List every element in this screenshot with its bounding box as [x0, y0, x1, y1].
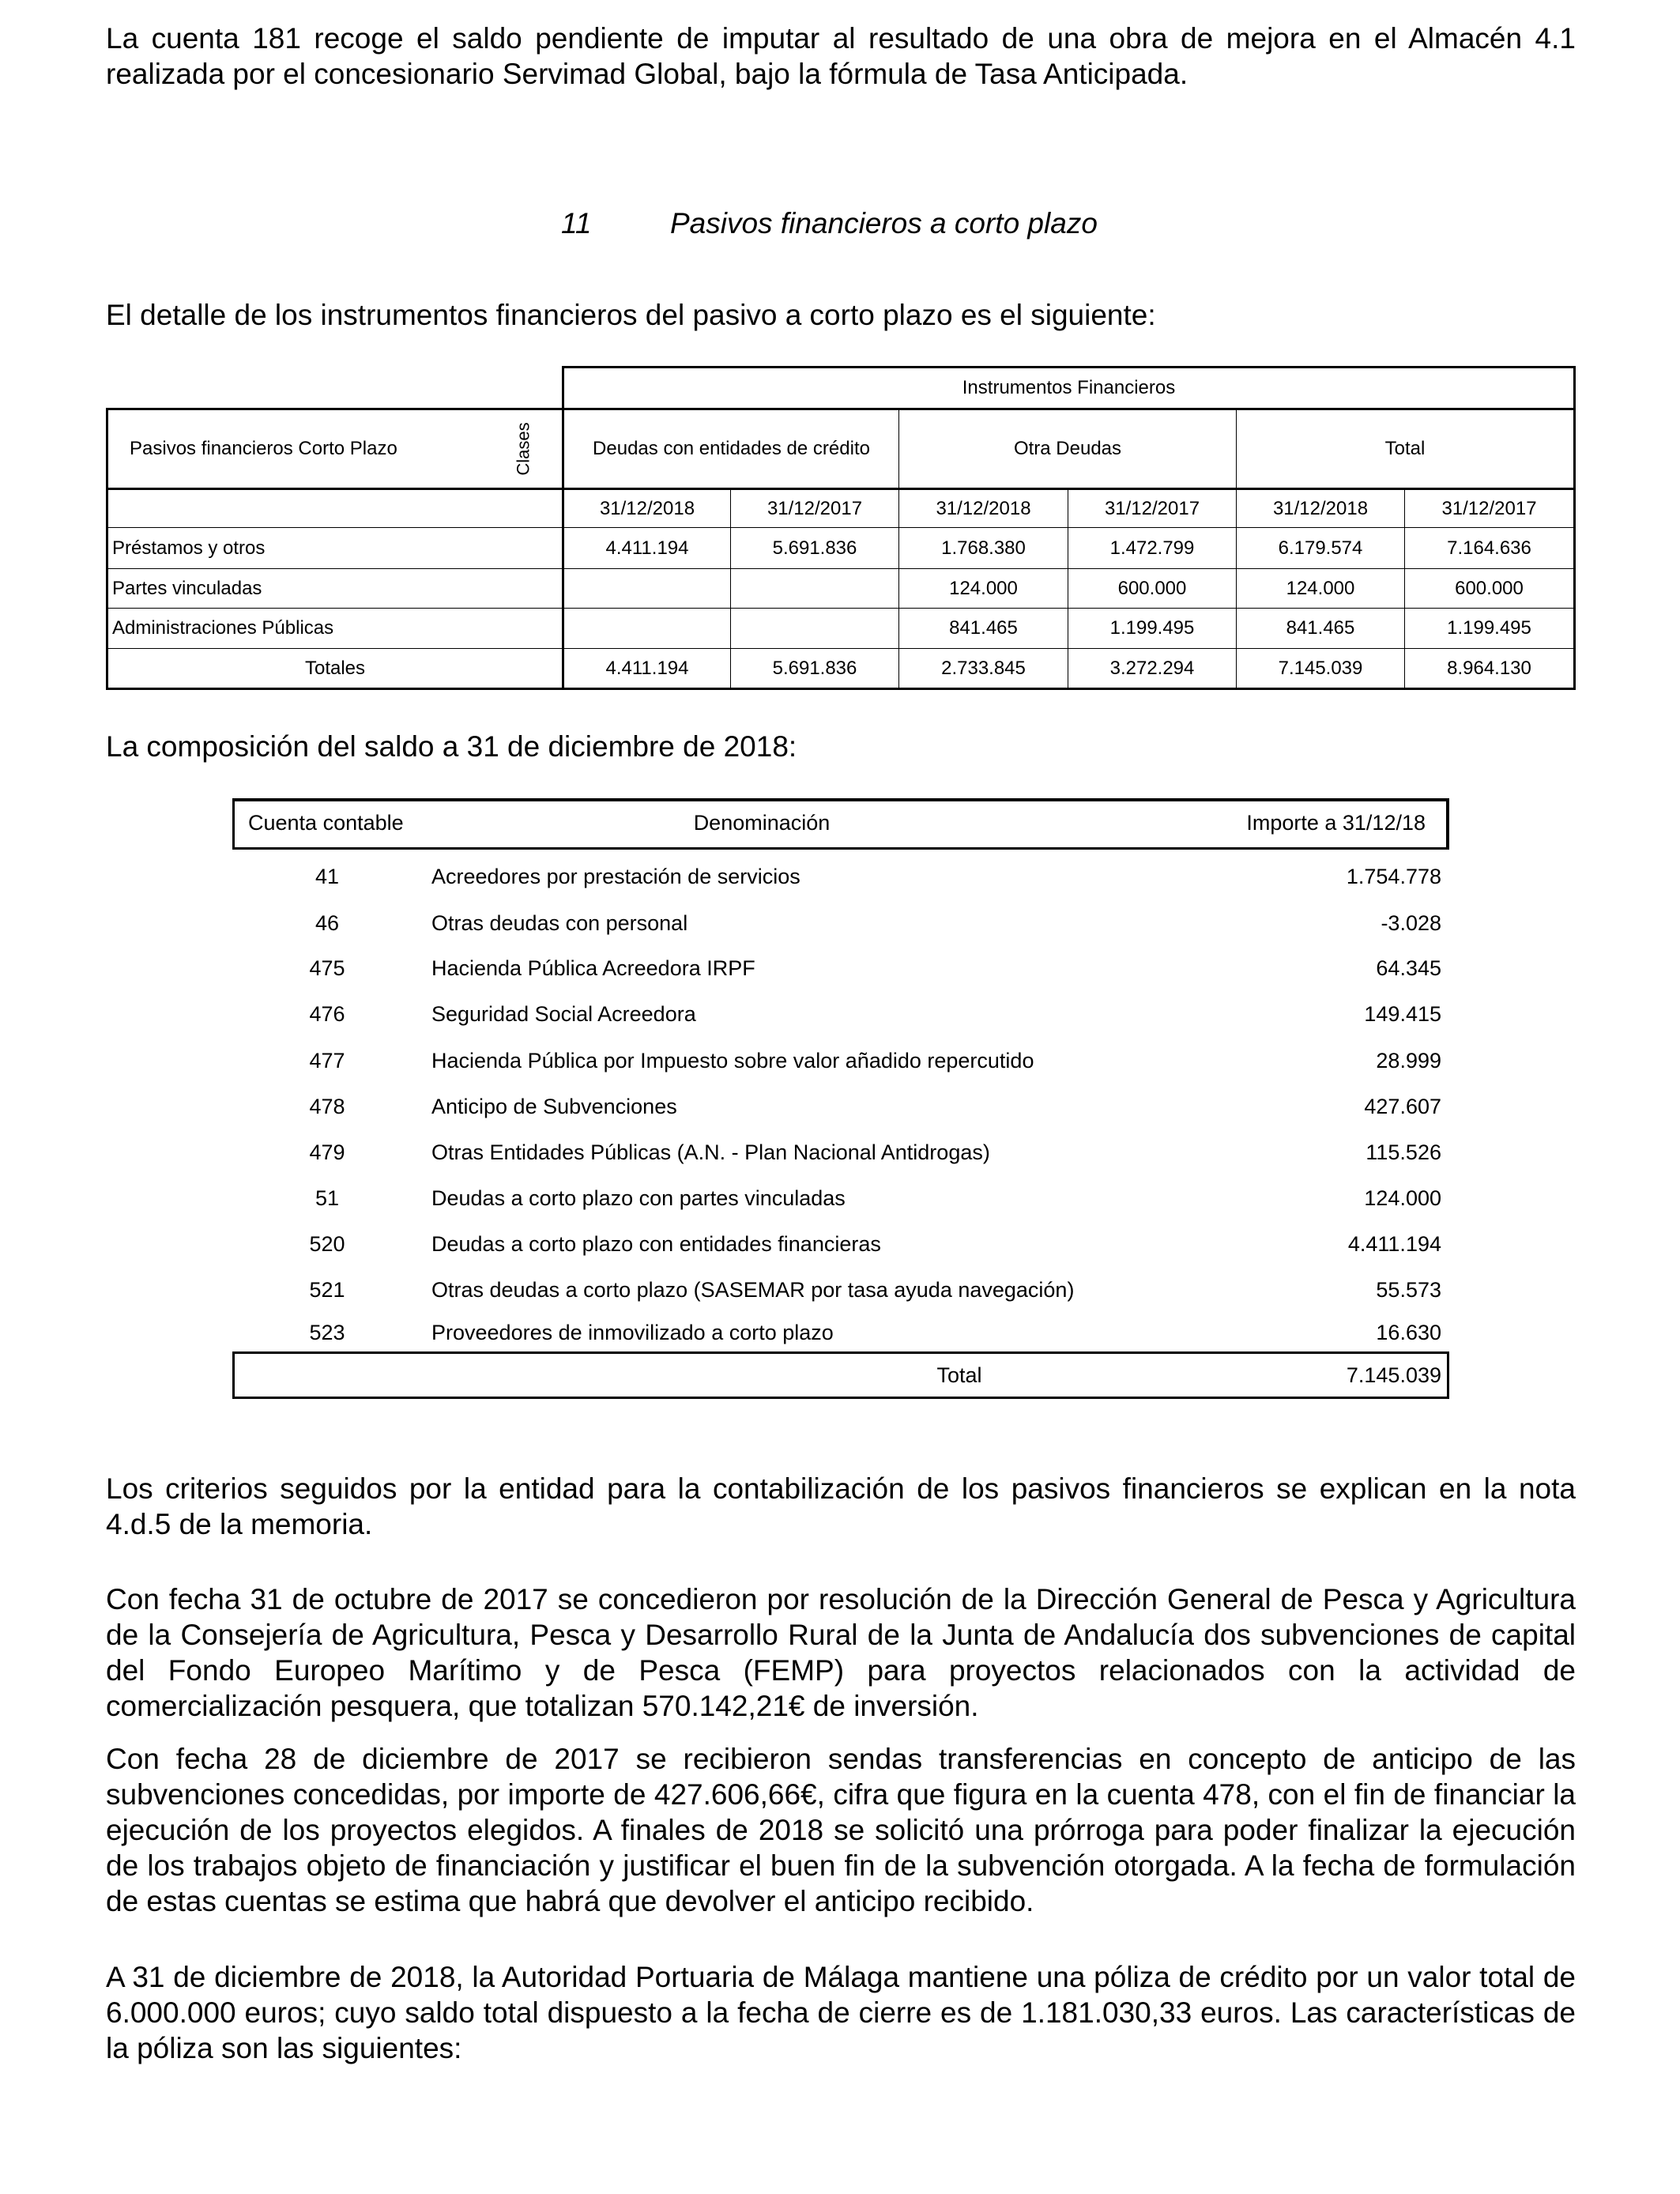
- header-amount: Importe a 31/12/18: [1246, 810, 1426, 835]
- account-amount: 55.573: [1376, 1277, 1441, 1302]
- totals-label: Totales: [304, 657, 366, 679]
- table-cell: [731, 569, 898, 608]
- account-name: Hacienda Pública por Impuesto sobre valor añadido repercutido: [431, 1048, 1034, 1072]
- account-name: Deudas a corto plazo con entidades financieras: [431, 1231, 881, 1256]
- table-cell: 6.179.574: [1278, 537, 1363, 559]
- header-account: Cuenta contable: [248, 810, 404, 835]
- total-cell: 3.272.294: [1109, 657, 1195, 679]
- date-header: 31/12/2017: [767, 497, 863, 519]
- row-label: Préstamos y otros: [112, 537, 266, 559]
- table-cell: 1.199.495: [1109, 617, 1195, 639]
- account-amount: 4.411.194: [1347, 1231, 1441, 1256]
- account-code: 477: [309, 1048, 345, 1072]
- account-amount: 1.754.778: [1346, 864, 1441, 888]
- col-group-total: Total: [1384, 438, 1426, 459]
- table-cell: 841.465: [949, 617, 1018, 639]
- section-number: 11: [561, 207, 592, 239]
- account-name: Otras deudas a corto plazo (SASEMAR por tasa ayuda navegación): [431, 1277, 1075, 1302]
- row-label: Partes vinculadas: [112, 577, 262, 599]
- table-cell: 1.472.799: [1109, 537, 1195, 559]
- account-amount: 28.999: [1376, 1048, 1441, 1072]
- account-name: Proveedores de inmovilizado a corto plazo: [431, 1320, 834, 1344]
- date-header: 31/12/2018: [1272, 497, 1369, 519]
- table-cell: 841.465: [1286, 617, 1355, 639]
- credit-policy-paragraph: A 31 de diciembre de 2018, la Autoridad Portuaria de Málaga mantiene una póliza de crédito por un valor total de 6.000.000 euros; cuyo saldo total dispuesto a la fecha de cierre es de 1.181.030,33 euros. Las características de la póliza son las siguientes:: [106, 1961, 1576, 2064]
- total-cell: 8.964.130: [1447, 657, 1531, 679]
- account-code: 41: [315, 864, 340, 888]
- table-cell: [731, 609, 898, 648]
- account-amount: -3.028: [1381, 910, 1441, 935]
- account-name: Acreedores por prestación de servicios: [431, 864, 800, 888]
- total-cell: 4.411.194: [605, 657, 689, 679]
- group-header: Instrumentos Financieros: [962, 377, 1176, 398]
- header-name: Denominación: [693, 810, 831, 835]
- criteria-paragraph: Los criterios seguidos por la entidad para la contabilización de los pasivos financieros se explican en la nota 4.d.5 de la memoria.: [106, 1472, 1576, 1540]
- account-amount: 16.630: [1376, 1320, 1441, 1344]
- account-amount: 115.526: [1365, 1140, 1441, 1164]
- account-code: 521: [309, 1277, 345, 1302]
- advance-paragraph: Con fecha 28 de diciembre de 2017 se recibieron sendas transferencias en concepto de anticipo de las subvenciones concedidas, por importe de 427.606,66€, cifra que figura en la cuenta 478, con el fin de financiar la ejecución de los proyectos elegidos. A finales de 2018 se solicitó una prórroga para poder finalizar la ejecución de los trabajos objeto de financiación y justificar el buen fin de la subvención otorgada. A la fecha de formulación de estas cuentas se estima que habrá que devolver el anticipo recibido.: [106, 1743, 1576, 1917]
- composition-intro: La composición del saldo a 31 de diciembre de 2018:: [106, 730, 797, 763]
- account-code: 478: [309, 1094, 345, 1118]
- total-amount: 7.145.039: [1346, 1363, 1441, 1387]
- account-code: 475: [309, 956, 345, 980]
- account-name: Otras deudas con personal: [431, 910, 688, 935]
- table-cell: 124.000: [949, 577, 1018, 599]
- section-title: Pasivos financieros a corto plazo: [670, 207, 1098, 239]
- account-amount: 427.607: [1364, 1094, 1441, 1118]
- account-name: Hacienda Pública Acreedora IRPF: [431, 956, 755, 980]
- detail-intro: El detalle de los instrumentos financieros del pasivo a corto plazo es el siguiente:: [106, 299, 1156, 331]
- account-code: 520: [309, 1231, 345, 1256]
- table-cell: 600.000: [1455, 577, 1524, 599]
- account-code: 51: [315, 1186, 340, 1210]
- total-cell: 2.733.845: [941, 657, 1026, 679]
- account-amount: 149.415: [1364, 1001, 1441, 1026]
- clases-label: Clases: [514, 422, 533, 476]
- account-name: Deudas a corto plazo con partes vinculadas: [431, 1186, 846, 1210]
- table-cell: 5.691.836: [772, 537, 857, 559]
- total-label: Total: [936, 1363, 982, 1387]
- subsidy-paragraph: Con fecha 31 de octubre de 2017 se concedieron por resolución de la Dirección General de Pesca y Agricultura de la Consejería de Agricultura, Pesca y Desarrollo Rural de la Junta de Andalucía dos subvenciones de capital del Fondo Europeo Marítimo y de Pesca (FEMP) para proyectos relacionados con la actividad de comercialización pesquera, que totalizan 570.142,21€ de inversión.: [106, 1583, 1576, 1722]
- table-cell: 7.164.636: [1447, 537, 1531, 559]
- col-group-bank-debts: Deudas con entidades de crédito: [593, 438, 870, 459]
- table-cell: 4.411.194: [605, 537, 689, 559]
- account-name: Anticipo de Subvenciones: [431, 1094, 677, 1118]
- table-cell: 600.000: [1117, 577, 1187, 599]
- row-header: Pasivos financieros Corto Plazo: [130, 438, 397, 459]
- table-cell: 124.000: [1286, 577, 1355, 599]
- date-header: 31/12/2018: [936, 497, 1031, 519]
- row-label: Administraciones Públicas: [112, 617, 334, 639]
- financial-liabilities-table: [106, 366, 1576, 690]
- col-group-other-debts: Otra Deudas: [1013, 438, 1122, 459]
- date-header: 31/12/2017: [1441, 497, 1537, 519]
- date-header: 31/12/2018: [599, 497, 695, 519]
- table-cell: [564, 569, 730, 608]
- account-code: 479: [309, 1140, 345, 1164]
- account-amount: 64.345: [1376, 956, 1441, 980]
- intro-paragraph: La cuenta 181 recoge el saldo pendiente de imputar al resultado de una obra de mejora en el Almacén 4.1 realizada por el concesionario Servimad Global, bajo la fórmula de Tasa Anticipada.: [106, 22, 1576, 90]
- date-header: 31/12/2017: [1104, 497, 1200, 519]
- account-name: Seguridad Social Acreedora: [431, 1001, 696, 1026]
- balance-composition-table: [232, 798, 1449, 1399]
- table-cell: 1.199.495: [1447, 617, 1531, 639]
- account-amount: 124.000: [1364, 1186, 1441, 1210]
- total-cell: 7.145.039: [1278, 657, 1363, 679]
- account-code: 476: [309, 1001, 345, 1026]
- account-name: Otras Entidades Públicas (A.N. - Plan Nacional Antidrogas): [431, 1140, 990, 1164]
- table-cell: 1.768.380: [941, 537, 1026, 559]
- table-cell: [564, 609, 730, 648]
- total-cell: 5.691.836: [772, 657, 857, 679]
- account-code: 523: [309, 1320, 345, 1344]
- account-code: 46: [315, 910, 340, 935]
